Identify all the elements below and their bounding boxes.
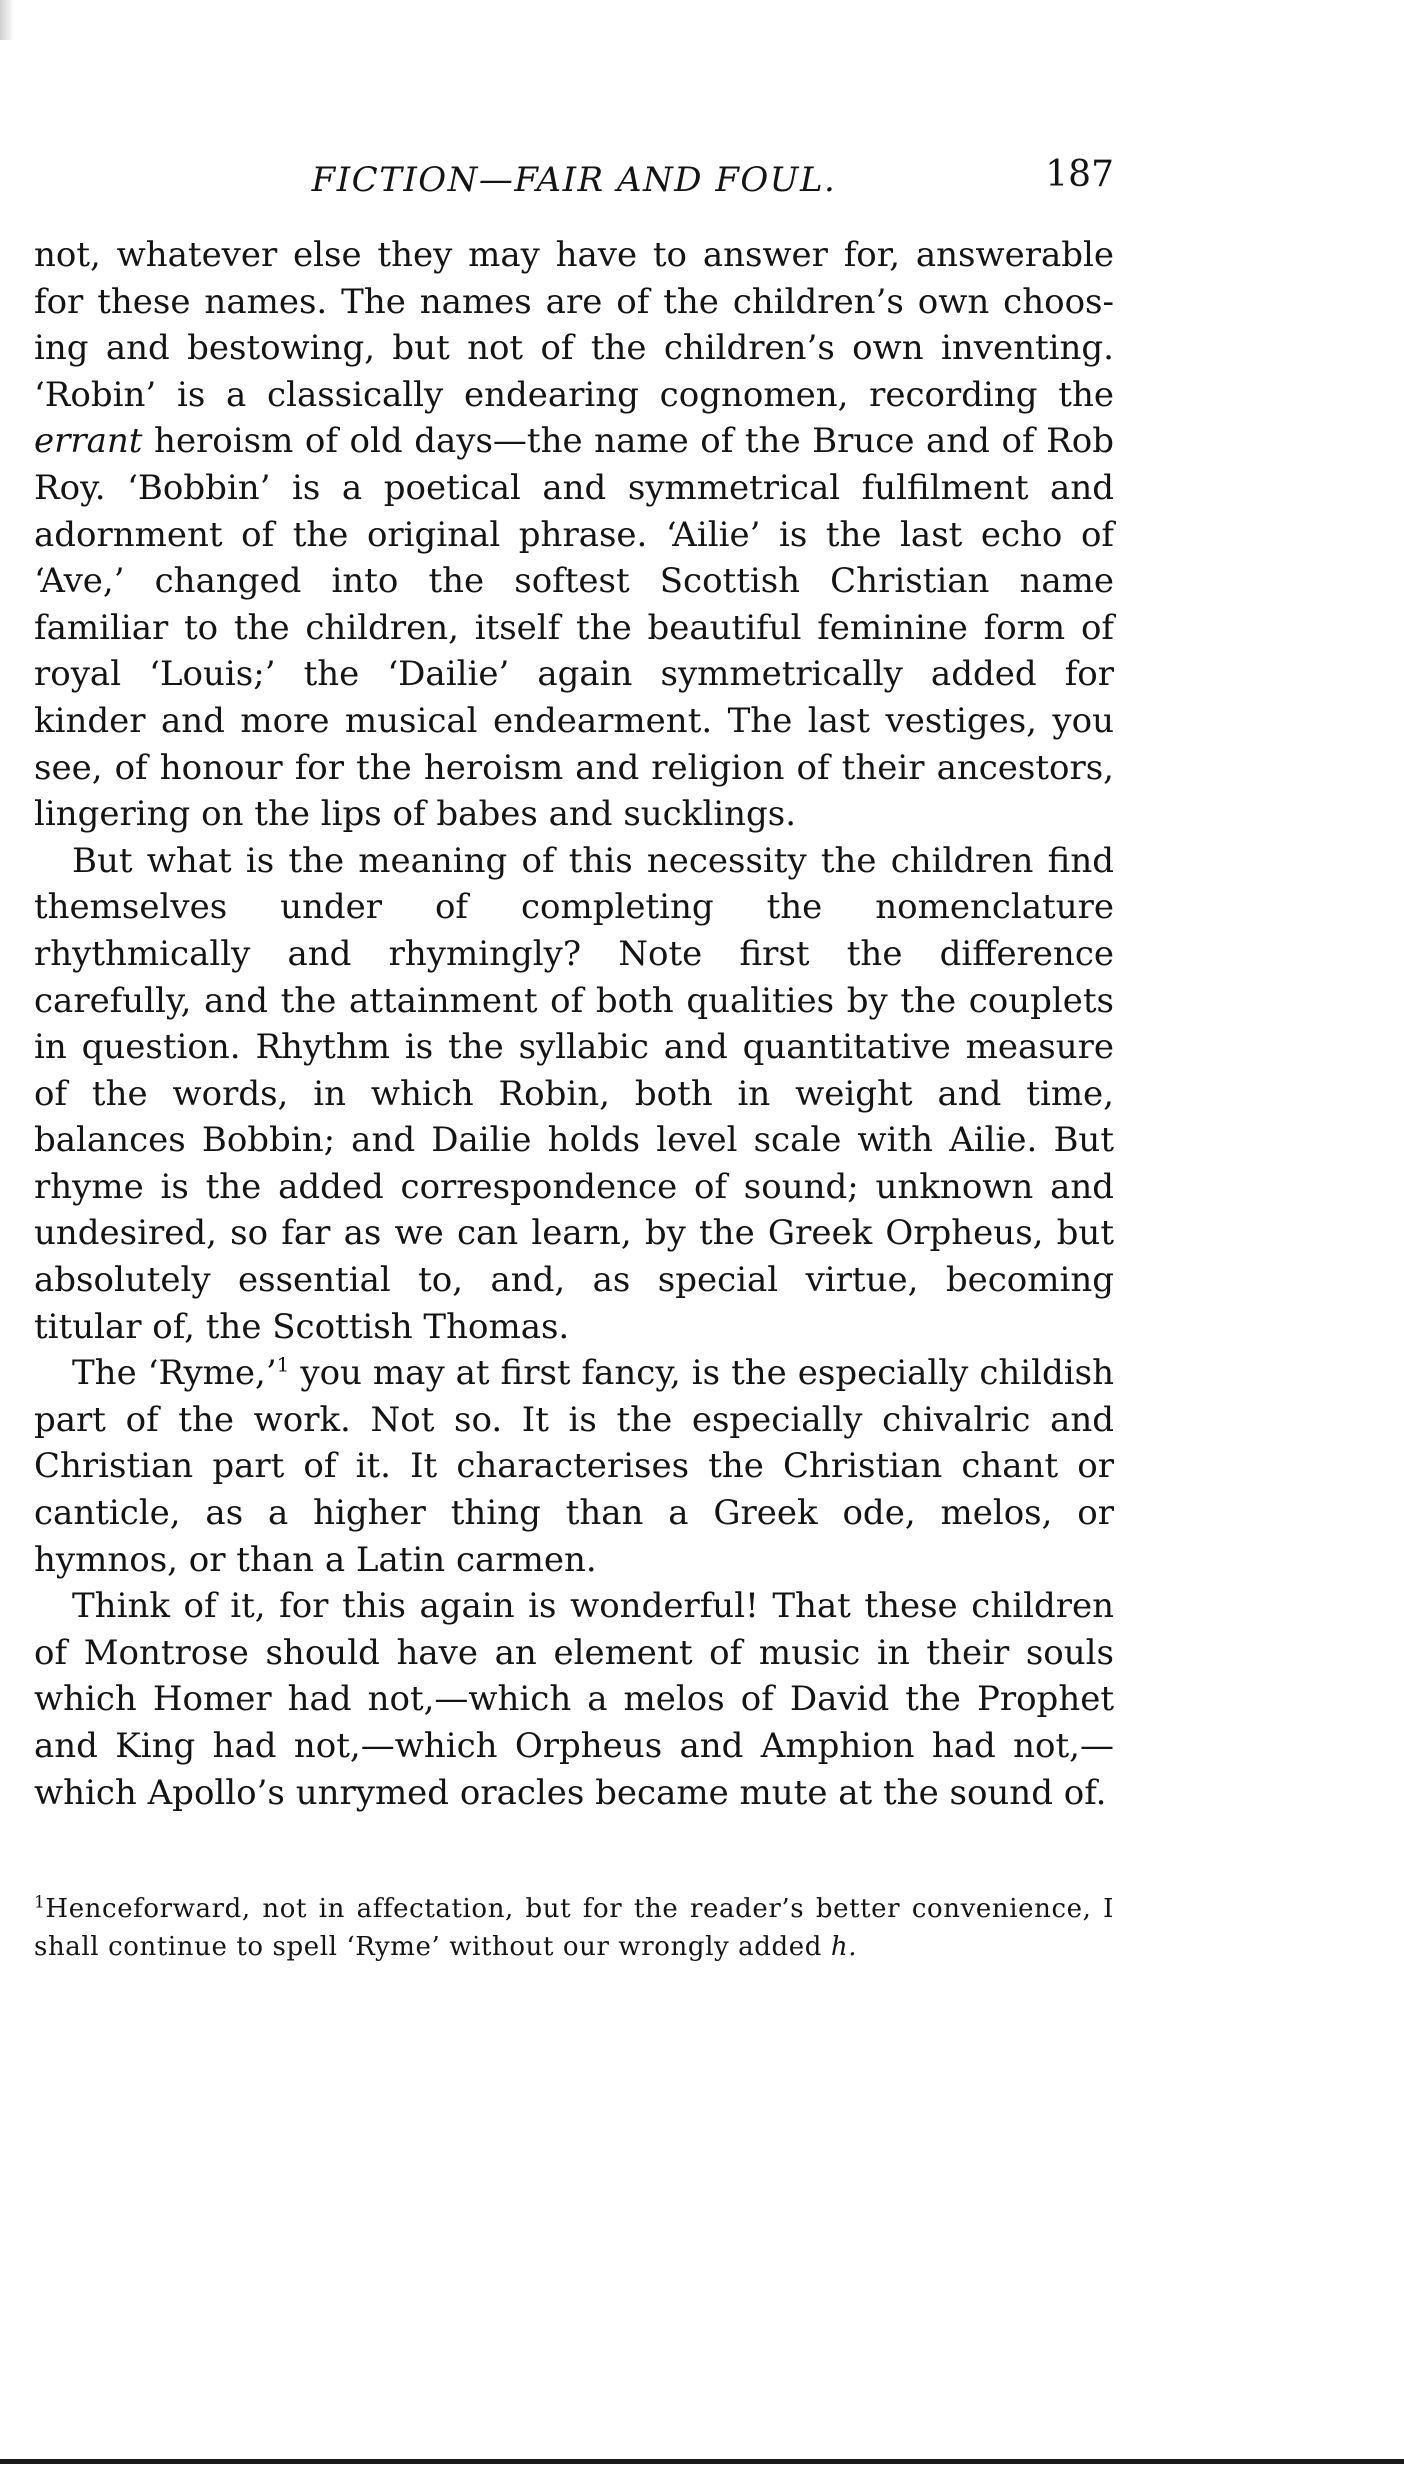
p3-rest: you may at first fancy, is the especially childish part of the work. Not so. It is the especially chivalric and Christian part of it. It characterises the Christian chant or canticle, as a higher thing than a Greek ode, melos, or hymnos, or than a Latin carmen. (34, 1353, 1115, 1580)
p1-seg: and adornment of the original phrase. ‘Ailie’ is the last (34, 467, 1114, 555)
body-text (34, 232, 1114, 1816)
p3-start: The ‘Ryme,’ (72, 1353, 277, 1394)
footnote (34, 1890, 1114, 1966)
p1-seg: ‘Robin’ is a classically endearing cognomen, recording the (34, 374, 1114, 415)
footnote-reference: 1 (276, 1352, 290, 1377)
p1-seg: name familiar to the children, itself the beautiful feminine (34, 561, 1114, 648)
footnote-mark: 1 (34, 1892, 46, 1913)
p1-seg: form of royal ‘Louis;’ the ‘Dailie’ again symmetrically (34, 607, 1115, 695)
p1-seg: echo of ‘Ave,’ changed into the softest Scottish Christian (34, 514, 1115, 602)
footnote-body: Henceforward, not in affectation, but for the reader’s better convenience, I shall continue to spell ‘Ryme’ without our wrongly added (34, 1894, 1114, 1962)
footnote-italic-h: h. (830, 1932, 858, 1962)
paragraph-1 (34, 232, 1114, 838)
paragraph-4: Think of it, for this again is wonderful! That these children of Montrose should have an element of music in their souls which Homer had not,—which a melos of David the Prophet and King had not,—which Orpheus and Amphion had not,—which Apollo’s unrymed oracles became mute at the sound of. (34, 1586, 1114, 1813)
p1-seg: vestiges, you see, of honour for the heroism and religion of (34, 700, 1114, 788)
paragraph-3 (34, 1350, 1114, 1583)
paragraph-2: But what is the meaning of this necessity the children find themselves under of completing the nomenclature rhythmically and rhymingly? Note first the difference carefully, and the attainment of both qualities by the couplets in question. Rhythm is the syllabic and quantitative measure of the words, in which Robin, both in weight and time, balances Bobbin; and Dailie holds level scale with Ailie. But rhyme is the added correspondence of sound; unknown and undesired, so far as we can learn, by the Greek Orpheus, but absolutely essential to, and, as special virtue, becoming titular of, the Scottish Thomas. (34, 840, 1114, 1347)
p1-italic-errant: errant (34, 421, 143, 462)
page-number: 187 (1045, 154, 1114, 195)
p1-seg: heroism of old days—the name of the Bruce and of (142, 421, 1035, 462)
p1-seg: their ancestors, lingering on the lips of babes and sucklings. (34, 747, 1114, 835)
page-edge-mark (0, 0, 14, 40)
footnote-text (34, 1890, 1114, 1966)
p1-seg: for these names. The names are of the children’s own choos- (34, 281, 1114, 322)
page-header (34, 150, 1114, 210)
p1-seg: added for kinder and more musical endearment. The last (34, 654, 1114, 741)
p1-seg: not, whatever else they may have to answer for, answerable (34, 235, 1114, 275)
p1-seg: Rob Roy. ‘Bobbin’ is a poetical and symmetrical fulfilment (34, 421, 1114, 508)
page-bottom-edge (0, 2459, 1404, 2464)
p1-seg: ing and bestowing, but not of the children’s own inventing. (34, 328, 1114, 369)
running-title: FICTION—FAIR AND FOUL. (311, 160, 837, 200)
